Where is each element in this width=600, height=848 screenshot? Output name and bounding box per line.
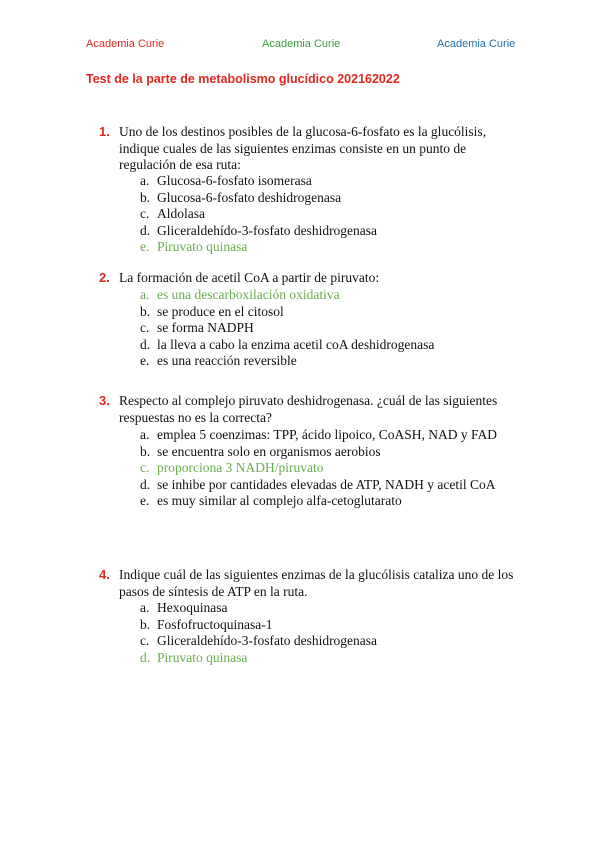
document-title: Test de la parte de metabolismo glucídico 202162022 (86, 72, 400, 86)
option-text: Gliceraldehído-3-fosfato deshidrogenasa (157, 222, 378, 238)
option-a (140, 600, 520, 617)
option-letter: d. (140, 476, 151, 492)
option-letter: b. (140, 189, 151, 205)
option-text: Hexoquinasa (157, 600, 228, 615)
option-letter: d. (140, 649, 151, 665)
option-letter: d. (140, 222, 151, 238)
option-e (140, 493, 520, 510)
option-letter: c. (140, 320, 150, 335)
option-d (140, 223, 520, 240)
option-b (140, 304, 520, 321)
option-letter: b. (140, 616, 151, 632)
option-text: es una reacción reversible (157, 353, 297, 368)
question-number: 1. (99, 124, 110, 139)
option-letter: a. (140, 427, 150, 442)
options-list (140, 600, 520, 666)
option-letter: a. (140, 600, 150, 615)
header-center: Academia Curie (262, 38, 341, 50)
question-text: Respecto al complejo piruvato deshidrogenasa. ¿cuál de las siguientes respuestas no es la correcta? (119, 393, 498, 425)
option-text: se inhibe por cantidades elevadas de ATP, NADH y acetil CoA (157, 476, 496, 492)
option-letter: e. (140, 239, 150, 254)
option-d (140, 477, 507, 494)
option-text: Glucosa-6-fosfato isomerasa (157, 173, 312, 188)
options-list (140, 287, 520, 370)
question-text: La formación de acetil CoA a partir de piruvato: (119, 270, 380, 285)
option-c (140, 320, 520, 337)
option-a (140, 427, 507, 444)
option-letter: b. (140, 443, 151, 459)
question-number: 2. (99, 270, 110, 285)
question-text: Indique cuál de las siguientes enzimas de la glucólisis cataliza uno de los pasos de síntesis de ATP en la ruta. (119, 567, 514, 599)
options-list (140, 427, 520, 510)
option-a (140, 173, 520, 190)
option-letter: c. (140, 460, 150, 475)
option-letter: b. (140, 303, 151, 319)
option-d-correct (140, 650, 520, 667)
option-c (140, 206, 520, 223)
option-text: proporciona 3 NADH/piruvato (157, 460, 324, 475)
question-number: 3. (99, 393, 110, 408)
option-text: la lleva a cabo la enzima acetil coA deshidrogenasa (157, 336, 435, 352)
option-b (140, 190, 520, 207)
question-number: 4. (99, 567, 110, 582)
option-b (140, 617, 520, 634)
option-text: es una descarboxilación oxidativa (157, 287, 340, 302)
option-text: Piruvato quinasa (157, 239, 248, 254)
option-text: es muy similar al complejo alfa-cetoglutarato (157, 493, 402, 508)
option-c (140, 633, 520, 650)
option-letter: d. (140, 336, 151, 352)
option-letter: e. (140, 353, 150, 368)
header-left: Academia Curie (86, 38, 165, 50)
option-text: emplea 5 coenzimas: TPP, ácido lipoico, CoASH, NAD y FAD (157, 427, 497, 442)
option-a-correct (140, 287, 520, 304)
option-text: Piruvato quinasa (157, 649, 248, 665)
option-letter: a. (140, 287, 150, 302)
option-text: se forma NADPH (157, 320, 254, 335)
option-text: se produce en el citosol (157, 303, 284, 319)
options-list (140, 173, 520, 256)
option-letter: e. (140, 493, 150, 508)
option-text: Gliceraldehído-3-fosfato deshidrogenasa (157, 633, 378, 648)
header-right: Academia Curie (437, 38, 516, 50)
option-text: Glucosa-6-fosfato deshidrogenasa (157, 189, 342, 205)
option-text: Aldolasa (157, 206, 205, 221)
option-e (140, 353, 520, 370)
option-letter: c. (140, 633, 150, 648)
option-letter: c. (140, 206, 150, 221)
option-c-correct (140, 460, 520, 477)
option-letter: a. (140, 173, 150, 188)
option-e-correct (140, 239, 520, 256)
option-text: Fosfofructoquinasa-1 (157, 616, 273, 632)
option-d (140, 337, 520, 354)
option-text: se encuentra solo en organismos aerobios (157, 443, 381, 459)
option-b (140, 444, 520, 461)
question-text: Uno de los destinos posibles de la glucosa-6-fosfato es la glucólisis, indique cuales de las siguientes enzimas consiste en un punto de regulación de esa ruta: (119, 124, 487, 172)
